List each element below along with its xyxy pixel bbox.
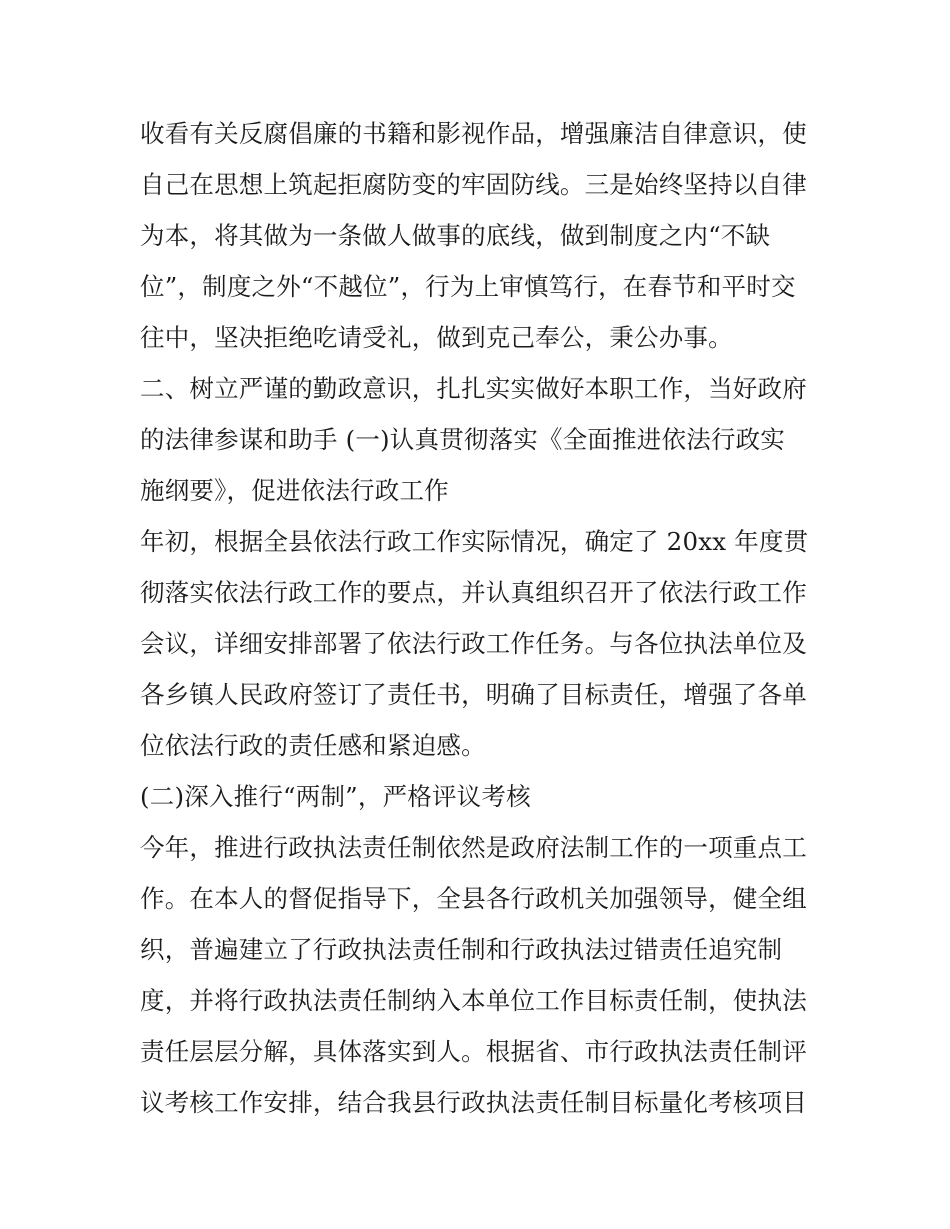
text-line: 自己在思想上筑起拒腐防变的牢固防线。三是始终坚持以自律 [140, 170, 807, 199]
text-line: 各乡镇人民政府签订了责任书，明确了目标责任，增强了各单 [140, 680, 807, 709]
section-heading-line: 施纲要》，促进依法行政工作 [140, 476, 449, 505]
text-line: 会议，详细安排部署了依法行政工作任务。与各位执法单位及 [140, 629, 807, 658]
text-line: 彻落实依法行政工作的要点，并认真组织召开了依法行政工作 [140, 578, 807, 607]
document-body [140, 108, 830, 1128]
text-line: 位依法行政的责任感和紧迫感。 [140, 731, 486, 760]
section-heading-line: 的法律参谋和助手 (一)认真贯彻落实《全面推进依法行政实 [140, 425, 786, 454]
text-line: 往中，坚决拒绝吃请受礼，做到克己奉公，秉公办事。 [140, 323, 733, 352]
subsection-heading-line: (二)深入推行“两制”，严格评议考核 [140, 782, 531, 811]
text-line: 织，普遍建立了行政执法责任制和行政执法过错责任追究制 [140, 935, 783, 964]
text-line: 议考核工作安排，结合我县行政执法责任制目标量化考核项目 [140, 1088, 807, 1117]
text-line: 为本，将其做为一条做人做事的底线，做到制度之内“不缺 [140, 221, 771, 250]
text-line: 年初，根据全县依法行政工作实际情况，确定了 20xx 年度贯 [140, 527, 809, 556]
text-line: 收看有关反腐倡廉的书籍和影视作品，增强廉洁自律意识，使 [140, 119, 807, 148]
text-line: 度，并将行政执法责任制纳入本单位工作目标责任制，使执法 [140, 986, 807, 1015]
text-line: 位”，制度之外“不越位”，行为上审慎笃行，在春节和平时交 [140, 272, 796, 301]
text-line: 作。在本人的督促指导下，全县各行政机关加强领导，健全组 [140, 884, 807, 913]
text-line: 责任层层分解，具体落实到人。根据省、市行政执法责任制评 [140, 1037, 807, 1066]
section-heading-line: 二、树立严谨的勤政意识，扎扎实实做好本职工作，当好政府 [140, 374, 807, 403]
text-line: 今年，推进行政执法责任制依然是政府法制工作的一项重点工 [140, 833, 807, 862]
